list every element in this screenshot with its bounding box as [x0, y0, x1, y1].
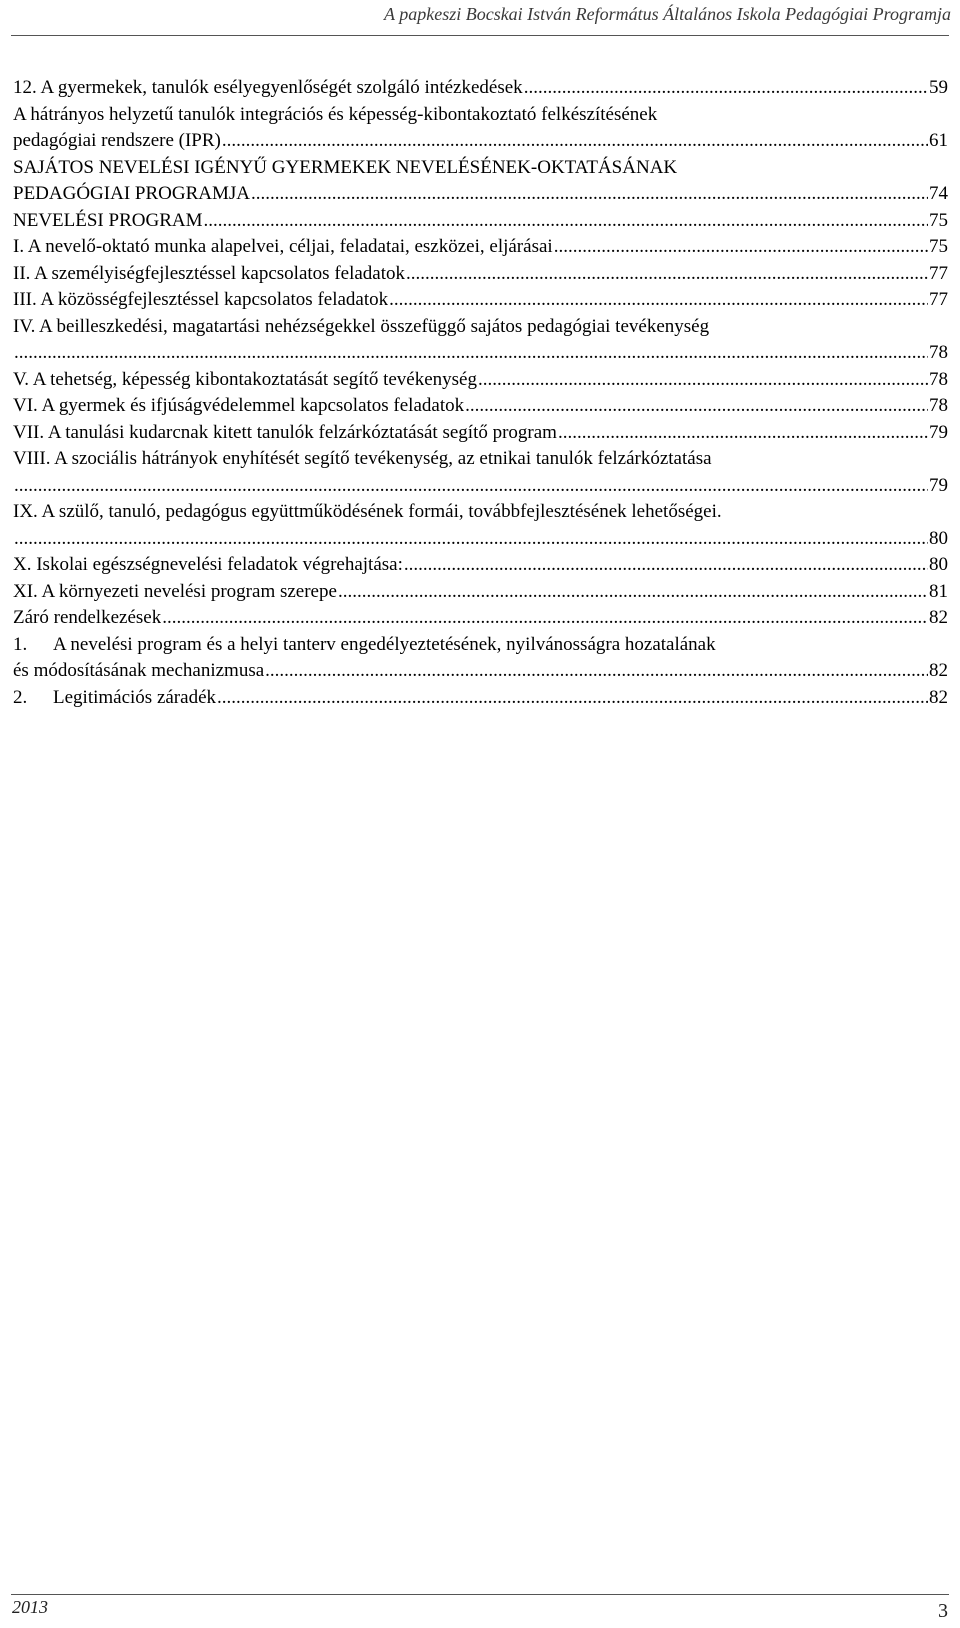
toc-entry-page: 81	[929, 580, 948, 602]
toc-leader-dots	[162, 605, 928, 632]
toc-entry-label-line: SAJÁTOS NEVELÉSI IGÉNYŰ GYERMEKEK NEVELÉSÉNEK-OKTATÁSÁNAK	[13, 156, 678, 178]
toc-entry-page: 59	[929, 77, 948, 98]
toc-leader-dots	[14, 340, 928, 367]
toc-entry-page: 82	[929, 660, 948, 681]
toc-leader-dots	[14, 473, 928, 500]
toc-entry[interactable]	[13, 552, 948, 579]
footer-page-number: 3	[938, 1600, 948, 1622]
toc-entry-label: I. A nevelő-oktató munka alapelvei, céljai, feladatai, eszközei, eljárásai	[13, 236, 553, 257]
running-header: A papkeszi Bocskai István Református Általános Iskola Pedagógiai Programja	[384, 4, 951, 24]
toc-entry-label-line: IV. A beilleszkedési, magatartási nehézségekkel összefüggő sajátos pedagógiai tevékenység	[13, 315, 710, 337]
toc-entry[interactable]	[13, 261, 948, 288]
toc-entry-label-line: VIII. A szociális hátrányok enyhítését segítő tevékenység, az etnikai tanulók felzárkóztatása	[13, 448, 712, 469]
toc-entry-label: VII. A tanulási kudarcnak kitett tanulók felzárkóztatását segítő program	[13, 421, 557, 443]
toc-entry-label: 12. A gyermekek, tanulók esélyegyenlőségét szolgáló intézkedések	[13, 77, 523, 98]
toc-entry[interactable]	[13, 685, 948, 712]
toc-entry-label: XI. A környezeti nevelési program szerepe	[13, 580, 337, 602]
toc-leader-dots	[404, 552, 928, 579]
toc-entry-page: 82	[929, 686, 948, 708]
toc-entry[interactable]	[13, 632, 948, 685]
toc-entry-page: 78	[929, 342, 948, 363]
toc-entry-page: 80	[929, 554, 948, 575]
toc-leader-dots	[478, 367, 928, 394]
toc-entry-page: 75	[929, 236, 948, 257]
toc-entry-label-line: A nevelési program és a helyi tanterv engedélyeztetésének, nyilvánosságra hozatalának	[53, 633, 716, 655]
toc-entry[interactable]	[13, 287, 948, 314]
toc-entry[interactable]	[13, 579, 948, 606]
toc-entry[interactable]	[13, 367, 948, 394]
toc-entry-label: Záró rendelkezések	[13, 607, 162, 628]
toc-entry-page: 78	[929, 368, 948, 390]
toc-entry-label: X. Iskolai egészségnevelési feladatok végrehajtása:	[13, 554, 403, 575]
table-of-contents	[13, 75, 948, 711]
toc-entry-page: 75	[929, 209, 948, 231]
toc-entry[interactable]	[13, 75, 948, 102]
toc-entry-page: 77	[929, 262, 948, 284]
toc-entry[interactable]	[13, 446, 948, 499]
toc-entry[interactable]	[13, 155, 948, 208]
toc-leader-dots	[406, 261, 928, 288]
toc-entry-label: Legitimációs záradék	[53, 686, 217, 708]
toc-leader-dots	[251, 181, 928, 208]
toc-leader-dots	[203, 208, 928, 235]
toc-entry-page: 74	[929, 183, 948, 204]
toc-entry-number: 1.	[13, 633, 28, 655]
toc-entry-label: III. A közösségfejlesztéssel kapcsolatos feladatok	[13, 289, 389, 310]
toc-leader-dots	[558, 420, 928, 447]
toc-entry-label: VI. A gyermek és ifjúságvédelemmel kapcsolatos feladatok	[13, 395, 465, 416]
toc-leader-dots	[465, 393, 928, 420]
toc-entry-label: és módosításának mechanizmusa	[13, 660, 265, 681]
toc-leader-dots	[389, 287, 928, 314]
toc-leader-dots	[222, 128, 928, 155]
toc-leader-dots	[338, 579, 928, 606]
toc-entry[interactable]	[13, 605, 948, 632]
toc-entry[interactable]	[13, 234, 948, 261]
toc-entry-number: 2.	[13, 686, 28, 708]
toc-entry[interactable]	[13, 314, 948, 367]
toc-leader-dots	[265, 658, 928, 685]
toc-entry-label: pedagógiai rendszere (IPR)	[13, 130, 221, 151]
toc-entry-label: II. A személyiségfejlesztéssel kapcsolatos feladatok	[13, 262, 406, 284]
toc-entry[interactable]	[13, 420, 948, 447]
toc-entry-page: 77	[929, 289, 948, 310]
toc-entry-page: 80	[929, 527, 948, 549]
footer-rule	[11, 1594, 949, 1595]
toc-leader-dots	[524, 75, 928, 102]
toc-entry-label-line: IX. A szülő, tanuló, pedagógus együttműködésének formái, továbbfejlesztésének lehetőségei.	[13, 501, 722, 522]
toc-entry-label: V. A tehetség, képesség kibontakoztatását segítő tevékenység	[13, 368, 477, 390]
toc-leader-dots	[554, 234, 928, 261]
toc-entry-page: 79	[929, 474, 948, 496]
toc-entry-page: 82	[929, 607, 948, 628]
toc-entry-label: PEDAGÓGIAI PROGRAMJA	[13, 183, 250, 204]
toc-entry[interactable]	[13, 102, 948, 155]
toc-entry[interactable]	[13, 499, 948, 552]
toc-leader-dots	[217, 685, 928, 712]
footer-year: 2013	[12, 1597, 48, 1617]
toc-entry[interactable]	[13, 393, 948, 420]
toc-leader-dots	[14, 526, 928, 553]
toc-entry-page: 78	[929, 395, 948, 416]
toc-entry-label: NEVELÉSI PROGRAM	[13, 209, 203, 231]
toc-entry[interactable]	[13, 208, 948, 235]
toc-entry-page: 79	[929, 421, 948, 443]
toc-entry-page: 61	[929, 130, 948, 151]
header-rule	[11, 35, 949, 36]
toc-entry-label-line: A hátrányos helyzetű tanulók integrációs és képesség-kibontakoztató felkészítésének	[13, 103, 658, 125]
